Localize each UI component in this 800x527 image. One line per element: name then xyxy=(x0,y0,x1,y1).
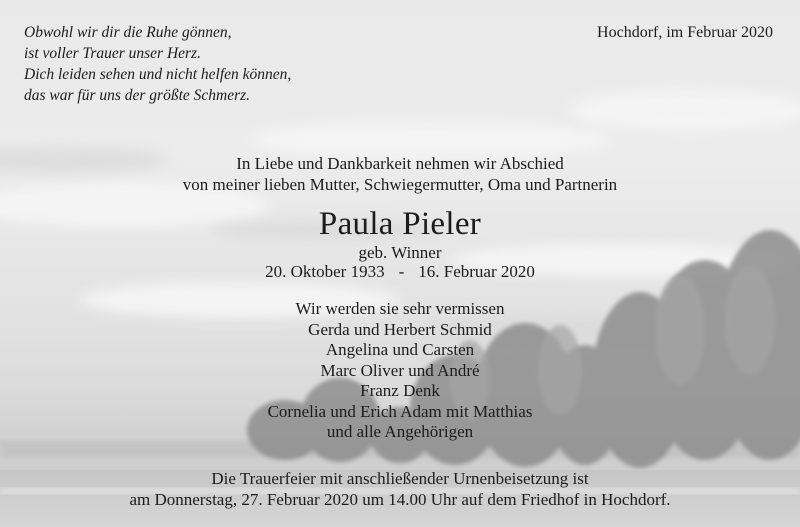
mourner-line: und alle Angehörigen xyxy=(326,422,474,441)
mourner-line: Angelina und Carsten xyxy=(325,340,475,359)
deceased-name: Paula Pieler xyxy=(318,206,482,242)
birth-name: geb. Winner xyxy=(358,243,442,262)
mourners-list xyxy=(0,299,800,443)
funeral-line: Die Trauerfeier mit anschließender Urnenbeisetzung ist xyxy=(211,469,589,488)
death-date: 16. Februar 2020 xyxy=(418,262,535,281)
poem-line: Dich leiden sehen und nicht helfen können, xyxy=(24,66,292,83)
place-and-date: Hochdorf, im Februar 2020 xyxy=(597,24,773,41)
memorial-poem xyxy=(24,22,291,106)
mourner-line: Cornelia und Erich Adam mit Matthias xyxy=(267,401,533,421)
mourner-line: Wir werden sie sehr vermissen xyxy=(295,299,505,318)
poem-line: ist voller Trauer unser Herz. xyxy=(24,45,201,62)
intro-line: In Liebe und Dankbarkeit nehmen wir Abschied xyxy=(236,154,564,173)
mourner-line: Gerda und Herbert Schmid xyxy=(308,319,492,339)
farewell-intro xyxy=(0,153,800,195)
mourner-line: Franz Denk xyxy=(360,381,440,400)
life-dates xyxy=(0,262,800,282)
funeral-announcement xyxy=(0,469,800,510)
intro-line: von meiner lieben Mutter, Schwiegermutter, Oma und Partnerin xyxy=(182,175,618,194)
date-separator: - xyxy=(398,262,405,281)
funeral-line: am Donnerstag, 27. Februar 2020 um 14.00 Uhr auf dem Friedhof in Hochdorf. xyxy=(129,489,671,509)
poem-line: das war für uns der größte Schmerz. xyxy=(24,87,251,104)
birth-date: 20. Oktober 1933 xyxy=(265,262,385,281)
mourner-line: Marc Oliver und André xyxy=(320,360,480,380)
poem-line: Obwohl wir dir die Ruhe gönnen, xyxy=(24,24,232,41)
